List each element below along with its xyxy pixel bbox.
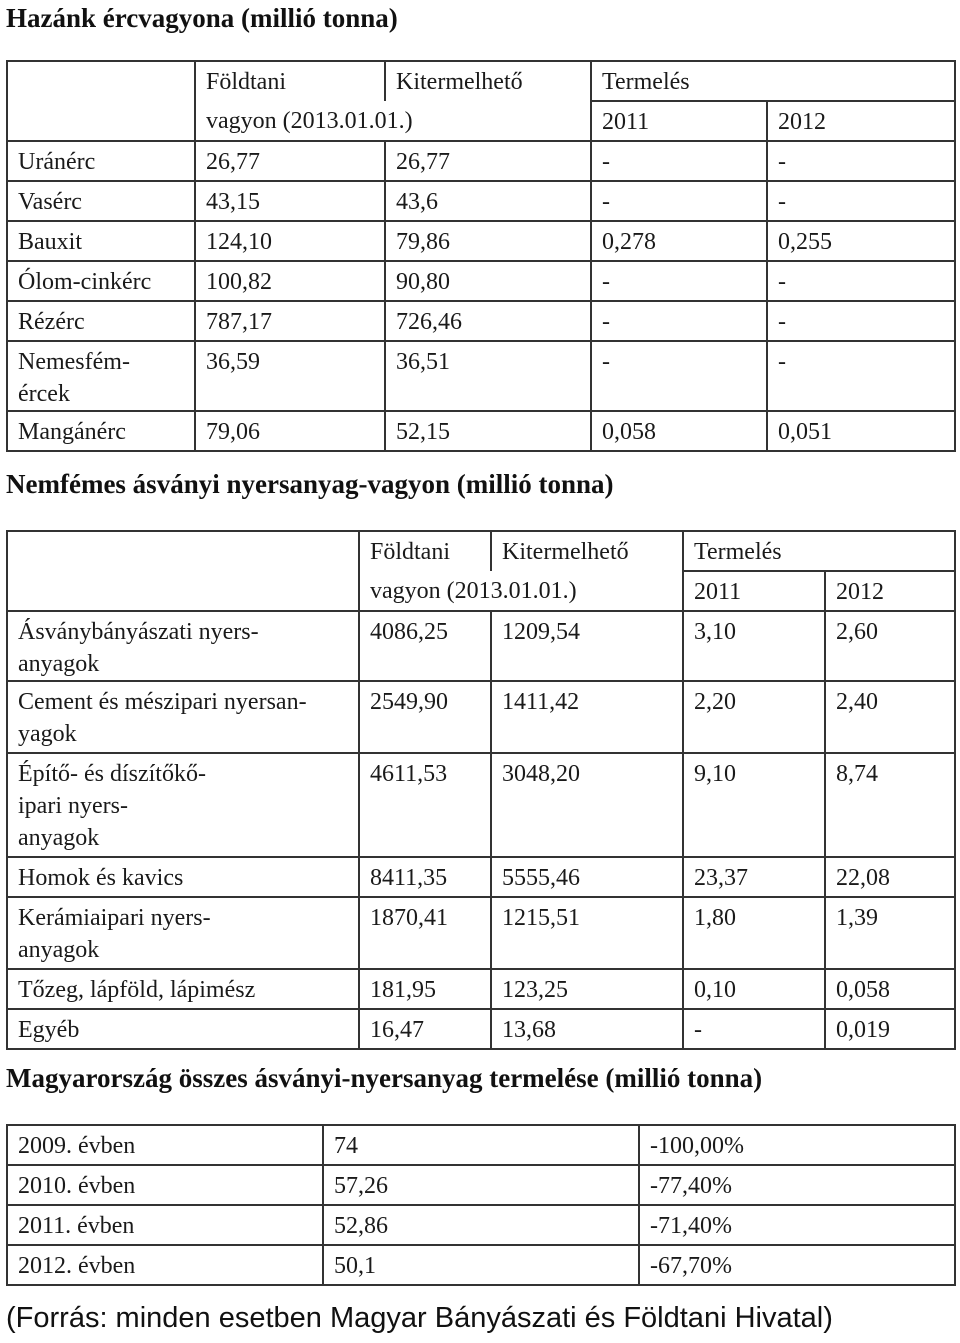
nonmetal-header-year-2011: 2011 [683,571,825,611]
table2-row-value: 123,25 [491,969,683,1009]
table1-row-value: 43,6 [385,181,591,221]
table2-row-value: 0,058 [825,969,955,1009]
table1-row-value: - [591,341,767,411]
ore-header-row-1 [7,61,955,101]
table2-row-value: 2549,90 [359,681,491,753]
table2-row-value: 3,10 [683,611,825,681]
table1-row-name: Mangánérc [7,411,195,451]
production-change: -67,70% [639,1245,955,1285]
ore-header-year-2011: 2011 [591,101,767,141]
nonmetal-header-foldtani: Földtani [359,531,491,571]
table1-row-value: - [591,141,767,181]
table-row [7,1245,955,1285]
table2-row-value: - [683,1009,825,1049]
table2-row-value: 1,80 [683,897,825,969]
ore-header-termeles-span [767,61,955,101]
table1-row-value: 43,15 [195,181,385,221]
table2-row-value: 2,60 [825,611,955,681]
table1-row-value: 0,278 [591,221,767,261]
table2-row-value: 22,08 [825,857,955,897]
production-year: 2010. évben [7,1165,323,1205]
ore-header-vagyon-span [385,101,591,141]
ore-header-blank-cell [7,61,195,101]
ore-header-foldtani: Földtani [195,61,385,101]
ore-header-year-2012: 2012 [767,101,955,141]
table1-row-value: - [767,341,955,411]
table2-row-value: 4611,53 [359,753,491,857]
table1-row-value: 36,51 [385,341,591,411]
table1-row-value: 90,80 [385,261,591,301]
table1-row-name: Uránérc [7,141,195,181]
table2-row-value: 9,10 [683,753,825,857]
table1-row-value: - [767,181,955,221]
table1-row-value: - [767,261,955,301]
table2-row-value: 2,40 [825,681,955,753]
nonmetal-header-kitermelheto: Kitermelhető [491,531,683,571]
table1-row-name: Nemesfém- ércek [7,341,195,411]
table-row [7,181,955,221]
nonmetal-header-termeles-span [825,531,955,571]
nonmetal-header-row-1 [7,531,955,571]
nonmetal-header-blank-cell-2 [7,571,359,611]
nonmetal-header-termeles: Termelés [683,531,825,571]
production-value: 57,26 [323,1165,639,1205]
table2-row-name: Építő- és díszítőkő- ipari nyers- anyagok [7,753,359,857]
table2-row-value: 23,37 [683,857,825,897]
ore-header-vagyon-date: vagyon (2013.01.01.) [195,101,385,141]
table1-row-value: - [591,181,767,221]
table2-row-name: Kerámiaipari nyers- anyagok [7,897,359,969]
table2-row-value: 0,019 [825,1009,955,1049]
table-row [7,1009,955,1049]
table2-row-name: Ásványbányászati nyers- anyagok [7,611,359,681]
table-row [7,221,955,261]
table1-row-value: 36,59 [195,341,385,411]
production-year: 2012. évben [7,1245,323,1285]
table2-row-value: 8,74 [825,753,955,857]
table2-row-value: 1215,51 [491,897,683,969]
production-change: -100,00% [639,1125,955,1165]
production-year: 2009. évben [7,1125,323,1165]
table1-row-value: - [767,141,955,181]
production-value: 74 [323,1125,639,1165]
table2-row-value: 13,68 [491,1009,683,1049]
table2-row-value: 0,10 [683,969,825,1009]
ore-header-termeles: Termelés [591,61,767,101]
table-row [7,341,955,411]
table1-row-name: Vasérc [7,181,195,221]
nonmetal-header-row-2 [7,571,955,611]
ore-reserves-table [6,60,956,452]
table1-row-value: 79,86 [385,221,591,261]
production-year: 2011. évben [7,1205,323,1245]
table1-row-name: Ólom-cinkérc [7,261,195,301]
ore-header-blank-cell-2 [7,101,195,141]
table-row [7,141,955,181]
table1-row-value: 79,06 [195,411,385,451]
table1-row-value: 52,15 [385,411,591,451]
table1-row-value: 0,255 [767,221,955,261]
table1-row-value: 124,10 [195,221,385,261]
table2-row-value: 1209,54 [491,611,683,681]
production-value: 52,86 [323,1205,639,1245]
nonmetal-header-blank-cell [7,531,359,571]
table2-row-value: 16,47 [359,1009,491,1049]
production-value: 50,1 [323,1245,639,1285]
table-row [7,1125,955,1165]
production-change: -77,40% [639,1165,955,1205]
table2-row-value: 8411,35 [359,857,491,897]
table1-row-value: 787,17 [195,301,385,341]
table2-row-name: Homok és kavics [7,857,359,897]
table-row [7,753,955,857]
table2-row-value: 1870,41 [359,897,491,969]
table1-row-value: 26,77 [195,141,385,181]
table1-row-value: - [591,301,767,341]
table2-row-name: Cement és mészipari nyersan- yagok [7,681,359,753]
ore-reserves-title: Hazánk ércvagyona (millió tonna) [6,3,398,33]
table-row [7,681,955,753]
source-note: (Forrás: minden esetben Magyar Bányászati és Földtani Hivatal) [6,1302,833,1334]
table2-row-value: 4086,25 [359,611,491,681]
table1-row-value: 0,058 [591,411,767,451]
table1-row-value: 726,46 [385,301,591,341]
table-row [7,611,955,681]
table-row [7,411,955,451]
table-row [7,1205,955,1245]
total-production-table [6,1124,956,1286]
table2-row-name: Egyéb [7,1009,359,1049]
table-row [7,301,955,341]
table2-row-value: 1411,42 [491,681,683,753]
table-row [7,897,955,969]
table2-row-name: Tőzeg, lápföld, lápimész [7,969,359,1009]
table2-row-value: 2,20 [683,681,825,753]
table2-row-value: 181,95 [359,969,491,1009]
table-row [7,969,955,1009]
nonmetal-reserves-table [6,530,956,1050]
table1-row-value: - [767,301,955,341]
nonmetal-reserves-title: Nemfémes ásványi nyersanyag-vagyon (millió tonna) [6,469,614,499]
table-row [7,1165,955,1205]
table1-row-value: 100,82 [195,261,385,301]
production-change: -71,40% [639,1205,955,1245]
ore-header-kitermelheto: Kitermelhető [385,61,591,101]
table2-row-value: 5555,46 [491,857,683,897]
table1-row-name: Rézérc [7,301,195,341]
table2-row-value: 3048,20 [491,753,683,857]
table1-row-value: - [591,261,767,301]
table-row [7,857,955,897]
table-row [7,261,955,301]
table1-row-value: 0,051 [767,411,955,451]
ore-header-row-2 [7,101,955,141]
total-production-title: Magyarország összes ásványi-nyersanyag termelése (millió tonna) [6,1063,763,1093]
nonmetal-header-vagyon-date: vagyon (2013.01.01.) [359,571,491,611]
table1-row-name: Bauxit [7,221,195,261]
nonmetal-header-year-2012: 2012 [825,571,955,611]
table2-row-value: 1,39 [825,897,955,969]
table1-row-value: 26,77 [385,141,591,181]
